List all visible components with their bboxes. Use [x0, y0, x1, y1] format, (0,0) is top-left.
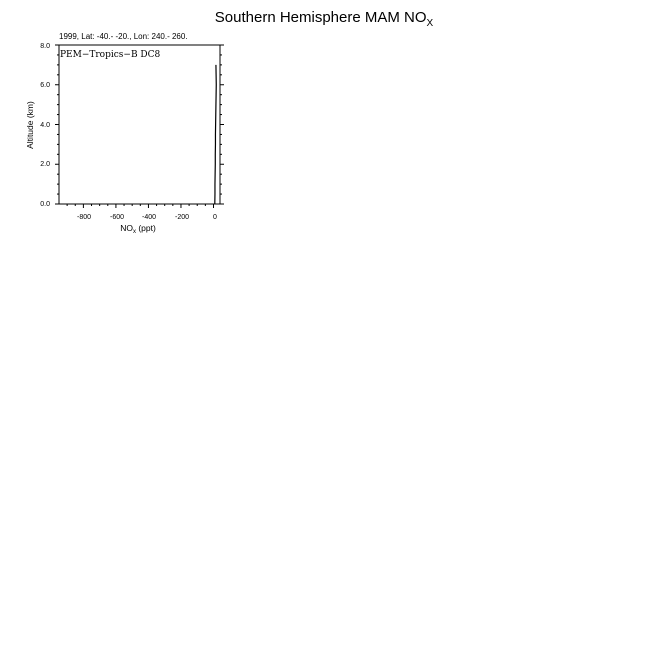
y-tick-label: 2.0: [40, 161, 50, 168]
x-axis-label-unit: (ppt): [135, 223, 156, 233]
y-tick-label: 4.0: [40, 122, 50, 129]
x-tick-label: -200: [174, 214, 190, 221]
y-axis-tick-labels: [40, 43, 50, 208]
x-axis-ticks: [67, 204, 213, 208]
x-tick-label: -400: [141, 214, 157, 221]
x-axis-label-main: NO: [120, 223, 133, 233]
x-tick-label: 0: [213, 214, 217, 221]
chart-subtitle: 1999, Lat: -40.- -20., Lon: 240.- 260.: [59, 32, 188, 41]
plot-frame: [59, 45, 220, 204]
dataset-annotation: PEM−Tropics−B DC8: [60, 50, 161, 60]
title-main: Southern Hemisphere MAM NO: [214, 9, 427, 26]
series-line: [215, 65, 216, 204]
y-axis-ticks: [55, 45, 224, 204]
x-tick-label: -800: [76, 214, 92, 221]
y-tick-label: 6.0: [40, 82, 50, 89]
y-tick-label: 8.0: [40, 43, 50, 50]
y-axis-label: Altitude (km): [25, 101, 35, 149]
title-sub: X: [426, 18, 434, 29]
x-axis-tick-labels: [77, 214, 217, 221]
x-tick-label: -600: [109, 214, 125, 221]
y-tick-label: 0.0: [40, 201, 50, 208]
series-layer: [215, 65, 216, 204]
x-axis-label: [120, 223, 156, 235]
x-axis-label-sub: x: [132, 229, 136, 235]
